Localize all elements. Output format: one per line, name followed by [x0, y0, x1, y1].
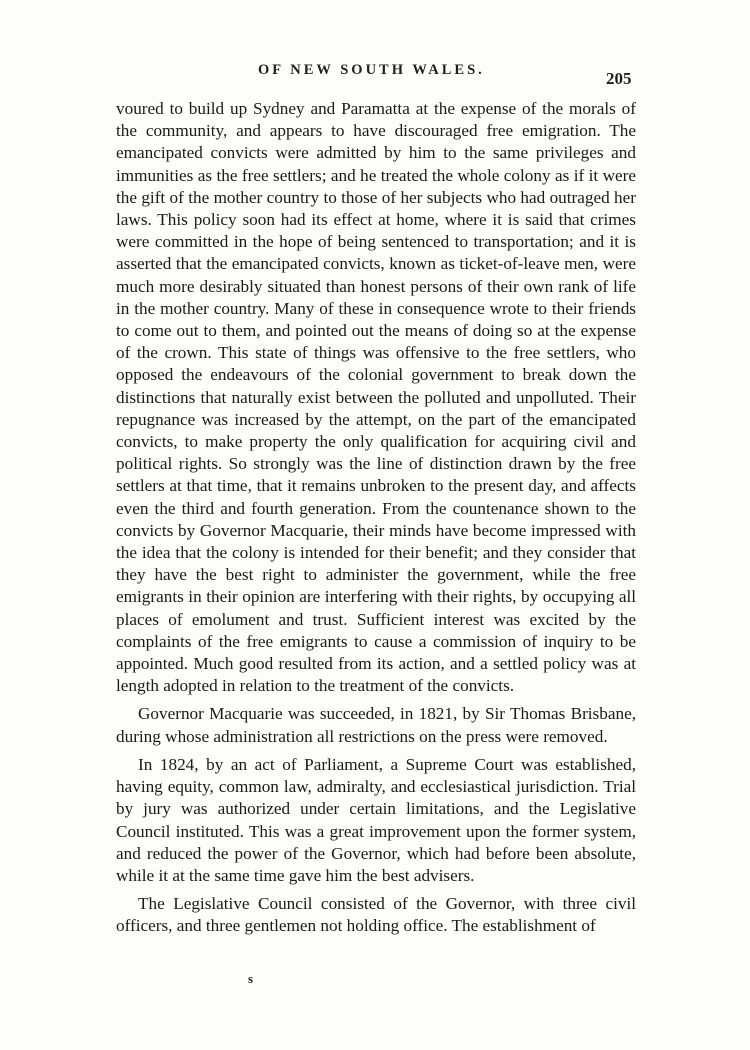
paragraph-brisbane: Governor Macquarie was succeeded, in 1821, by Sir Thomas Brisbane, during whose administration all restrictions on the press were removed.	[116, 704, 636, 746]
paragraph-legislative-council: The Legislative Council consisted of the Governor, with three civil officers, and three gentlemen not holding office. The establishment of	[116, 894, 636, 936]
signature-mark: s	[248, 971, 254, 986]
paragraph-continued: voured to build up Sydney and Paramatta at the expense of the morals of the community, and appears to have discouraged free emigration. The emancipated convicts were admitted by him to the same privileges and immunities as the free settlers; and he treated the whole colony as if it were the gift of the mother country to those of her subjects who had outraged her laws. This policy soon had its effect at home, where it is said that crimes were committed in the hope of being sentenced to transportation; and it is asserted that the emancipated convicts, known as ticket-of-leave men, were much more desirably situated than honest persons of their own rank of life in the mother country. Many of these in consequence wrote to their friends to come out to them, and pointed out the means of doing so at the expense of the crown. This state of things was offensive to the free settlers, who opposed the endeavours of the colonial government to break down the distinctions that naturally exist between the polluted and unpolluted. Their repugnance was increased by the attempt, on the part of the emancipated convicts, to make property the only qualification for acquiring civil and political rights. So strongly was the line of distinction drawn by the free settlers at that time, that it remains unbroken to the present day, and affects even the third and fourth generation. From the countenance shown to the convicts by Governor Macquarie, their minds have become impressed with the idea that the colony is intended for their benefit; and they consider that they have the best right to administer the government, while the free emigrants in their opinion are interfering with their rights, by occupying all places of emolument and trust. Sufficient interest was excited by the complaints of the free emigrants to cause a commission of inquiry to be appointed. Much good resulted from its action, and a settled policy was at length adopted in relation to the treatment of the convicts.	[116, 99, 636, 696]
running-head: OF NEW SOUTH WALES.	[258, 62, 485, 78]
page-number: 205	[606, 69, 632, 88]
paragraph-supreme-court: In 1824, by an act of Parliament, a Supreme Court was established, having equity, common law, admiralty, and ecclesiastical jurisdiction. Trial by jury was authorized under certain limitations, and the Legislative Council instituted. This was a great improvement upon the former system, and reduced the power of the Governor, which had before been absolute, while it at the same time gave him the best advisers.	[116, 754, 636, 885]
body-text	[116, 98, 636, 938]
